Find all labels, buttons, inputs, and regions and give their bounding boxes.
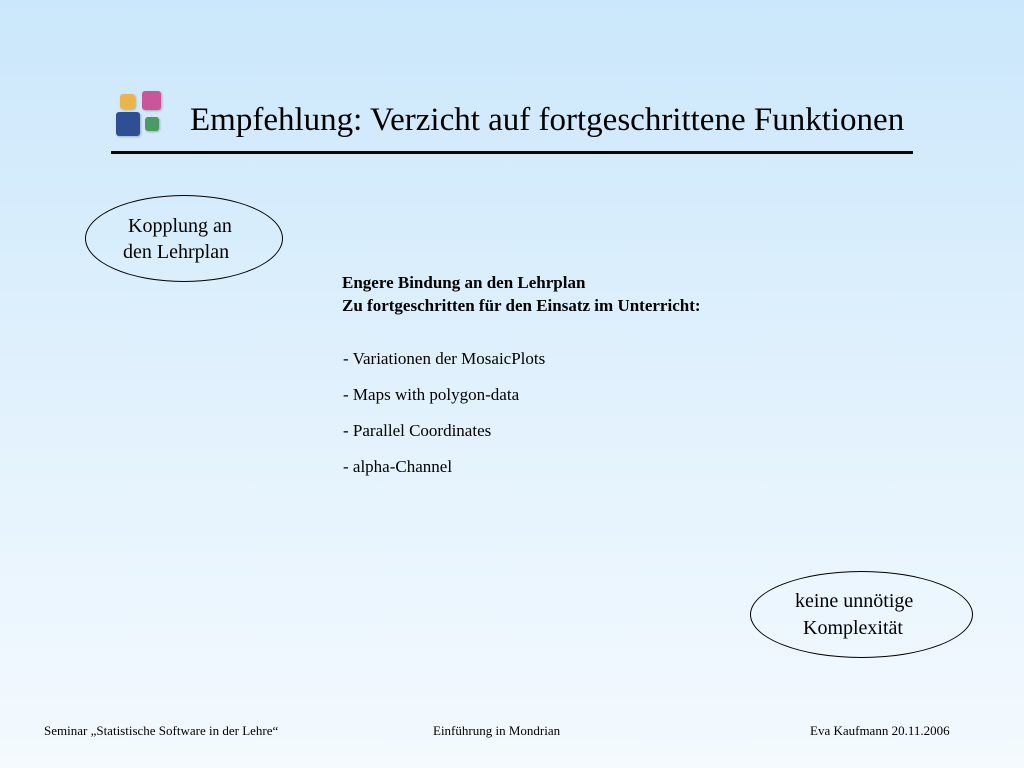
callout-curriculum-line1: Kopplung an bbox=[128, 215, 232, 237]
content-heading-2: Zu fortgeschritten für den Einsatz im Unterricht: bbox=[342, 296, 701, 315]
callout-ellipse-curriculum bbox=[85, 195, 283, 282]
logo-yellow-square bbox=[120, 94, 135, 109]
callout-ellipse-complexity bbox=[750, 571, 973, 658]
logo-blue-square bbox=[116, 112, 140, 136]
list-item: - Variationen der MosaicPlots bbox=[343, 349, 546, 368]
footer-author-date: Eva Kaufmann 20.11.2006 bbox=[810, 723, 950, 738]
logo-green-square bbox=[145, 117, 159, 131]
mondrian-logo-icon bbox=[112, 88, 168, 140]
callout-complexity-line1: keine unnötige bbox=[795, 590, 914, 612]
content-heading-1: Engere Bindung an den Lehrplan bbox=[342, 273, 586, 292]
list-item: - alpha-Channel bbox=[343, 457, 453, 476]
callout-complexity-line2: Komplexität bbox=[803, 617, 903, 639]
footer-seminar: Seminar „Statistische Software in der Lehre“ bbox=[44, 723, 279, 738]
list-item: - Maps with polygon-data bbox=[343, 385, 520, 404]
slide-title: Empfehlung: Verzicht auf fortgeschrittene Funktionen bbox=[190, 102, 905, 138]
list-item: - Parallel Coordinates bbox=[343, 421, 492, 440]
callout-curriculum-line2: den Lehrplan bbox=[123, 241, 230, 263]
footer-topic: Einführung in Mondrian bbox=[433, 723, 561, 738]
title-underline bbox=[111, 151, 913, 154]
logo-pink-square bbox=[142, 91, 161, 110]
